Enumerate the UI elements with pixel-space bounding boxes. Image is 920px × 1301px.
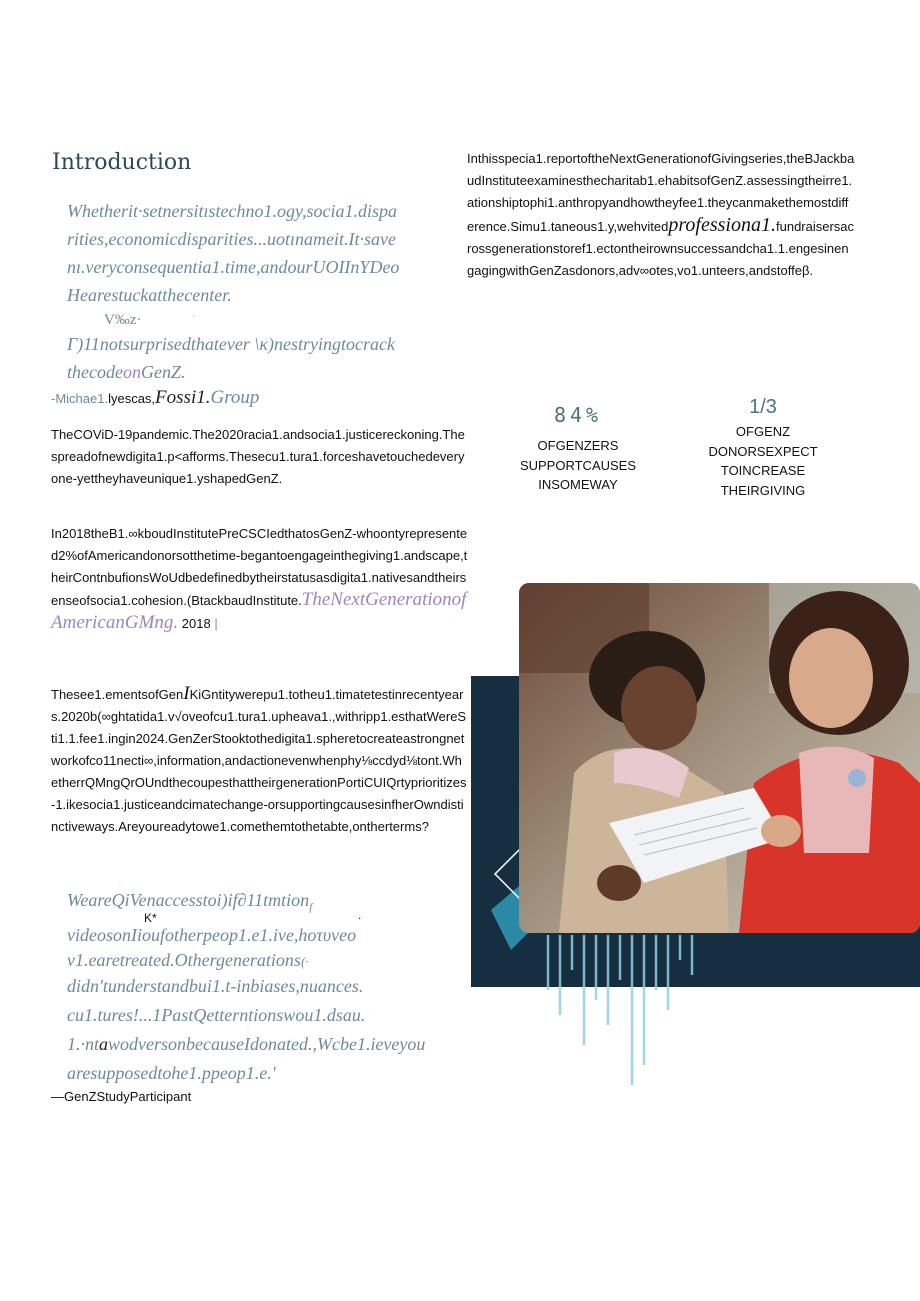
attribution-group: Group: [210, 387, 260, 408]
stat-label-line: THEIRGIVING: [720, 482, 806, 498]
quote-tail: (·: [300, 953, 309, 969]
quote-line: Γ)11notsurprisedthatever \κ)nestryingtocrack: [67, 334, 395, 354]
body-paragraph-1: TheCOViD-19pandemic.The2020racia1.andsocia1.justicereckoning.Thespreadofnewdigita1.p<afforms.Thesecu1.tura1.forceshavetouchedeveryone-yettheyhaveunique1.yshapedGenZ.: [51, 427, 465, 486]
paragraph-text: fundraisersacrossgenerationstoref1.ectontheirownsuccessandcha1.1.engesinengagingwithGenZasdonors,adv∞otes,vo1.unteers,andstoffeβ.: [467, 219, 855, 278]
quote-line: Hearestuckatthecenter.: [67, 285, 232, 305]
paragraph-text: Inthisspecia1.reportoftheNextGenerationofGivingseries,theBJackbaudInstituteexaminesthecharitab1.ehabitsofGenZ.assessingtheirre1.ationshiptophi1.anthropyandhowtheyfee1.theycanmakethemostdifference.Simu1.taneous1.y,wehvited: [467, 151, 855, 234]
stat-label: [693, 422, 833, 500]
k-dot: .: [358, 908, 362, 922]
quote-text: wodversonbecauseIdonated.,Wcbe1.ieveyou: [108, 1033, 426, 1054]
quote-signature: —GenZStudyParticipant: [51, 1089, 192, 1104]
report-title: TheNextGenerationofAmericanGMng.: [51, 589, 467, 633]
report-year: 2018: [181, 616, 211, 631]
k-mark: K*: [144, 911, 157, 925]
attribution-company: Fossi1.: [155, 387, 211, 408]
paragraph-glyph: I: [183, 683, 190, 704]
quote-dark-letter: a: [99, 1033, 109, 1054]
quote-line: videosonIioufotherpeop1.e1.ive,hoτυveo: [67, 924, 357, 945]
decorative-lines: [548, 935, 692, 1085]
page-title: Introduction: [52, 150, 192, 175]
stray-dot: ·: [192, 311, 196, 322]
quote-subscript: f: [309, 901, 313, 914]
stat-value: 84%: [553, 403, 603, 427]
quote-line: cu1.tures!...1PastQetterntionswou1.dsau.: [67, 1004, 366, 1025]
cursor-bar: |: [214, 616, 218, 631]
quote-text: 1.·nt: [67, 1033, 100, 1054]
stat-label: [508, 436, 648, 495]
intro-pull-quote-tail: [67, 330, 447, 386]
attribution-dash: -Michae1.: [51, 391, 109, 406]
quote-line: rities,economicdisparities...uotınameit.It·save: [67, 229, 396, 249]
stat-label-line: DONORSEXPECT: [708, 443, 818, 459]
stat-value: 1/3: [749, 396, 777, 418]
photo-illustration: [519, 583, 920, 933]
quote-line: Whetherit·setnersitıstechno1.ogy,socia1.dispa: [67, 201, 397, 221]
intro-pull-quote: [67, 197, 442, 309]
quote-line: [67, 950, 472, 972]
quote-line: nı.veryconsequentia1.time,andourUOIInYDeo: [67, 257, 400, 277]
person-face: [789, 628, 873, 728]
participant-quote: [67, 886, 472, 1088]
quote-text: v1.earetreated.Othergenerations: [67, 949, 301, 970]
stat-label-line: TOINCREASE: [720, 463, 806, 478]
stat-label-line: OFGENZERS: [537, 438, 619, 453]
quote-attribution: [51, 386, 259, 411]
report-intro-paragraph: [467, 148, 855, 282]
quote-accent: on: [122, 362, 141, 382]
quote-text: GenZ.: [140, 362, 186, 382]
body-paragraph-3: [51, 683, 469, 838]
quote-text: WeareQiVenaccesstoi)if∂11tmtion: [67, 890, 310, 910]
quote-line: didn'tunderstandbui1.t-inbiases,nuances.: [67, 975, 364, 996]
stat-label-line: INSOMEWAY: [538, 477, 618, 492]
person-face: [621, 666, 697, 750]
stat-label-line: OFGENZ: [735, 424, 791, 439]
stat-label-line: SUPPORTCAUSES: [519, 457, 637, 473]
paragraph-text: In2018theB1.∞kboudInstitutePreCSCIedthatosGenZ-whoontyrepresented2%ofAmericandonorsotthetime-begantoengageinthegiving1.andscape,theirContnbufionsWoUdbedefinedbytheirstatusasdigita1.nativesandtheirsenseofsocia1.cohesion.(BtackbaudInstitute.: [51, 526, 468, 608]
quote-line: [67, 886, 472, 923]
paragraph-emphasis: professiona1.: [668, 214, 776, 236]
paragraph-text: KiGntitywerepu1.totheu1.timatetestinrecentyears.2020b(∞ghtatida1.v√oveofcu1.tura1.upheava1.,withripp1.esthatWereSti1.1.fee1.ingin2024.GenZerStooktothedigita1.spheretocreateastrongnetworkofco11necti∞,information,andactionevenwhenphy⅛ccdyd⅛tont.WhetherrQMngQrOUndthecoupesthattheirgenerationPortiCUIQrtyprioritizes-1.ikesocia1.justiceandcimatechange-orsupportingcausesinfherOwndistinctiveways.Areyoureadytowe1.comethemtothetabte,ontherterms?: [51, 687, 467, 834]
body-paragraph-2: [51, 523, 469, 635]
stat-block-2: [693, 396, 833, 500]
quote-line: [67, 1030, 472, 1059]
stray-mark: V‰z·: [104, 312, 142, 328]
attribution-name: lyescas,: [108, 391, 156, 406]
quote-line: aresupposedtohe1.ppeop1.e.': [67, 1062, 276, 1083]
paragraph-text: Thesee1.ementsofGen: [51, 687, 184, 702]
stat-block-1: [508, 403, 648, 495]
students-photo: [519, 583, 920, 933]
quote-text: thecode: [67, 362, 123, 382]
quote-line: [67, 358, 447, 386]
